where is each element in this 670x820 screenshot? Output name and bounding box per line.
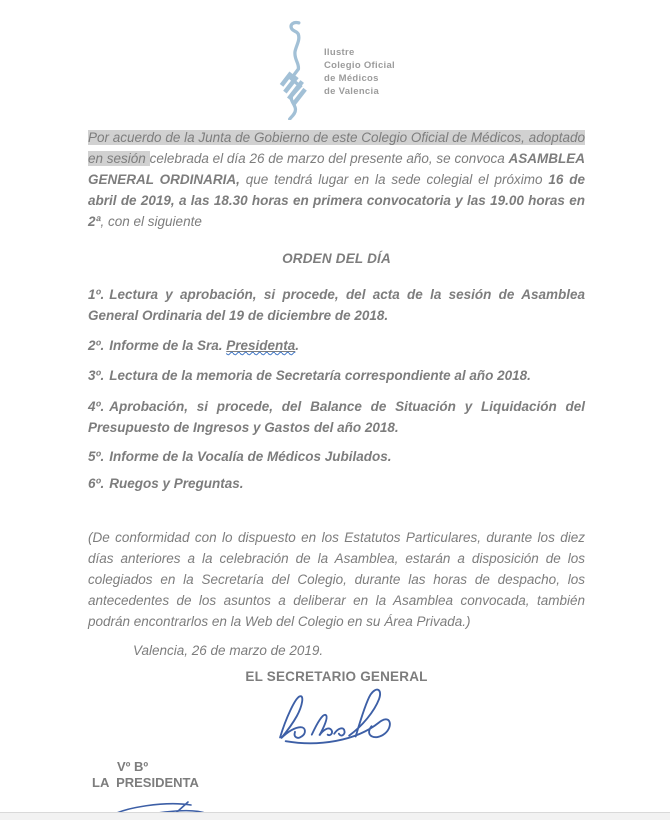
serpent-of-asclepius-icon — [278, 20, 312, 125]
agenda-item-number: 5º. — [88, 449, 105, 464]
org-name-line: de Valencia — [323, 86, 380, 97]
agenda-item-text: Ruegos y Preguntas. — [109, 476, 244, 491]
assembly-name: ASAMBLEA GENERAL ORDINARIA, — [88, 151, 585, 187]
agenda-item-5 — [88, 446, 585, 467]
agenda-item-3 — [88, 365, 585, 386]
agenda-item-text: Informe de la Vocalía de Médicos Jubilados. — [109, 449, 392, 464]
org-name-line: Colegio Oficial — [323, 60, 395, 71]
agenda-item-number: 1º. — [88, 287, 105, 302]
agenda-item-text: . — [295, 338, 300, 353]
agenda-item-text: Informe de la Sra. — [109, 338, 227, 353]
intro-text: , con el siguiente — [100, 214, 202, 229]
agenda-item-2 — [88, 335, 585, 356]
convocation-paragraph — [88, 127, 585, 232]
agenda-item-text: Lectura y aprobación, si procede, del acta de la sesión de Asamblea General Ordinaria del 19 de diciembre de 2018. — [88, 287, 585, 323]
intro-text: que tendrá lugar en la sede colegial el próximo — [239, 172, 549, 187]
agenda-item-text: Lectura de la memoria de Secretaría correspondiente al año 2018. — [109, 368, 531, 383]
secretary-signature — [88, 685, 585, 747]
org-name — [324, 46, 395, 98]
agenda-item-number: 4º. — [88, 399, 105, 414]
assembly-datetime: 16 de abril de 2019, a las 18.30 horas en primera convocatoria y las 19.00 horas en 2ª — [88, 172, 585, 229]
agenda-item-1 — [88, 284, 585, 326]
viewer-bottom-edge — [0, 812, 670, 820]
agenda-title: ORDEN DEL DÍA — [282, 251, 391, 266]
spellcheck-flagged-word: Presidenta — [226, 338, 296, 353]
intro-text: celebrada el día 26 de marzo del presente año, se convoca — [149, 151, 509, 166]
agenda-item-4 — [88, 396, 585, 438]
highlighted-text: Por acuerdo de la Junta de Gobierno de este Colegio Oficial de Médicos, adoptado en sesión — [88, 130, 585, 166]
vobo-label: Vº Bº — [117, 759, 149, 774]
statutory-note: (De conformidad con lo dispuesto en los Estatutos Particulares, durante los diez días anteriores a la celebración de la Asamblea, estarán a disposición de los colegiados en la Secretaría del Colegio, durante las horas de despacho, los antecedentes de los asuntos a deliberar en la Asamblea convocada, también podrán encontrarlos en la Web del Colegio en su Área Privada.) — [88, 530, 585, 629]
president-title: LA PRESIDENTA — [92, 775, 199, 790]
org-name-line: de Médicos — [323, 73, 379, 84]
agenda-item-number: 2º. — [88, 338, 105, 353]
secretary-title: EL SECRETARIO GENERAL — [245, 669, 428, 684]
letterhead-logo — [88, 22, 585, 122]
agenda-item-6 — [88, 473, 585, 494]
agenda-item-number: 3º. — [88, 368, 105, 383]
agenda-item-text: Aprobación, si procede, del Balance de Situación y Liquidación del Presupuesto de Ingresos y Gastos del año 2018. — [88, 399, 585, 435]
dateline: Valencia, 26 de marzo de 2019. — [133, 643, 324, 658]
agenda-item-number: 6º. — [88, 476, 105, 491]
org-name-line: Ilustre — [323, 47, 355, 58]
